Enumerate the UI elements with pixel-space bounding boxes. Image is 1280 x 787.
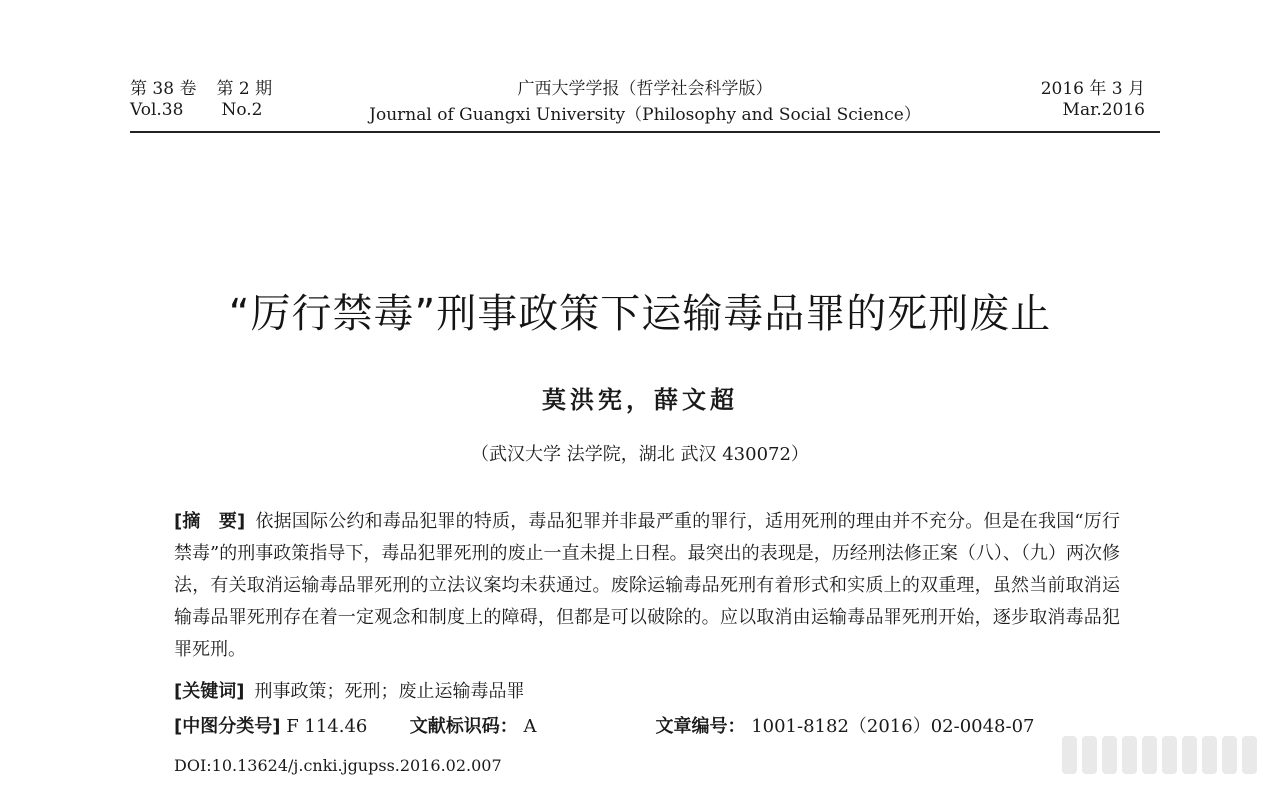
overlay-bar bbox=[1142, 736, 1157, 774]
doc-code-label: 文献标识码： bbox=[409, 716, 518, 737]
overlay-bar bbox=[1082, 736, 1097, 774]
overlay-bars bbox=[1062, 736, 1257, 774]
overlay-bar bbox=[1182, 736, 1197, 774]
header-rule bbox=[130, 131, 1160, 133]
overlay-bar bbox=[1122, 736, 1137, 774]
keywords-text: 刑事政策；死刑；废止运输毒品罪 bbox=[254, 681, 525, 702]
overlay-bar bbox=[1242, 736, 1257, 774]
article-no-label: 文章编号： bbox=[655, 716, 746, 737]
keywords-label: [关键词] bbox=[174, 681, 245, 702]
running-header bbox=[130, 74, 1160, 126]
date-en: Mar.2016 bbox=[1062, 100, 1145, 120]
overlay-bar bbox=[1162, 736, 1177, 774]
issue-en: No.2 bbox=[221, 100, 263, 120]
article-title: “厉行禁毒”刑事政策下运输毒品罪的死刑废止 bbox=[228, 291, 1052, 337]
header-row-chinese bbox=[130, 74, 1160, 100]
issue-cn: 第 2 期 bbox=[216, 79, 273, 99]
article-authors: 莫洪宪，薛文超 bbox=[542, 385, 738, 414]
doc-code-value: A bbox=[523, 716, 537, 737]
doi-line: DOI:10.13624/j.cnki.jgupss.2016.02.007 bbox=[174, 756, 502, 775]
journal-name-en: Journal of Guangxi University（Philosophy and Social Science） bbox=[369, 105, 921, 125]
overlay-bar bbox=[1202, 736, 1217, 774]
volume-en: Vol.38 bbox=[130, 100, 184, 120]
keywords-line bbox=[174, 677, 524, 703]
abstract-block bbox=[174, 506, 1120, 666]
clc-label: [中图分类号] bbox=[174, 716, 281, 737]
clc-value: F 114.46 bbox=[286, 716, 368, 737]
abstract-label: [摘 要] bbox=[174, 511, 246, 532]
journal-name-cn: 广西大学学报（哲学社会科学版） bbox=[517, 79, 773, 99]
overlay-bar bbox=[1102, 736, 1117, 774]
classification-line bbox=[174, 712, 1035, 738]
volume-cn: 第 38 卷 bbox=[130, 79, 197, 99]
overlay-bar bbox=[1222, 736, 1237, 774]
date-cn: 2016 年 3 月 bbox=[1040, 79, 1145, 99]
overlay-bar bbox=[1062, 736, 1077, 774]
header-row-english bbox=[130, 100, 1160, 126]
author-affiliation: （武汉大学 法学院，湖北 武汉 430072） bbox=[471, 444, 809, 465]
article-no-value: 1001-8182（2016）02-0048-07 bbox=[751, 716, 1035, 737]
abstract-text: 依据国际公约和毒品犯罪的特质，毒品犯罪并非最严重的罪行，适用死刑的理由并不充分。但是在我国“厉行禁毒”的刑事政策指导下，毒品犯罪死刑的废止一直未提上日程。最突出的表现是，历经刑法修正案（八）、（九）两次修法，有关取消运输毒品罪死刑的立法议案均未获通过。废除运输毒品死刑有着形式和实质上的双重理，虽然当前取消运输毒品罪死刑存在着一定观念和制度上的障碍，但都是可以破除的。应以取消由运输毒品罪死刑开始，逐步取消毒品犯罪死刑。 bbox=[174, 511, 1120, 660]
